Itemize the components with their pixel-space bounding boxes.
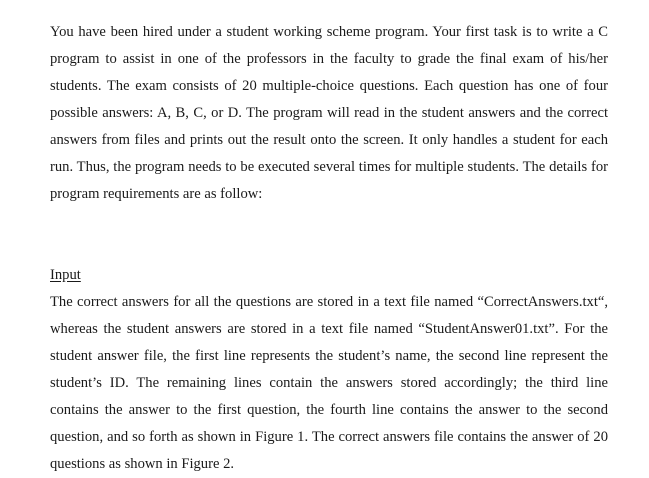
intro-paragraph: You have been hired under a student working scheme program. Your first task is to write a C program to assist in one of the professors in the faculty to grade the final exam of his/her students. The exam consists of 20 multiple-choice questions. Each question has one of four possible answers: A, B, C, or D. The program will read in the student answers and the correct answers from files and prints out the result onto the screen. It only handles a student for each run. Thus, the program needs to be executed several times for multiple students. The details for program requirements are as follow: [50,24,608,202]
input-section-heading: Input [50,267,81,283]
document-page [50,19,608,478]
paragraph-spacer [50,208,608,262]
input-section-paragraph: The correct answers for all the questions are stored in a text file named “CorrectAnswers.txt“, whereas the student answers are stored in a text file named “StudentAnswer01.txt”. For the student answer file, the first line represents the student’s name, the second line represent the student’s ID. The remaining lines contain the answers stored accordingly; the third line contains the answer to the first question, the fourth line contains the answer to the second question, and so forth as shown in Figure 1. The correct answers file contains the answer of 20 questions as shown in Figure 2. [50,294,608,472]
